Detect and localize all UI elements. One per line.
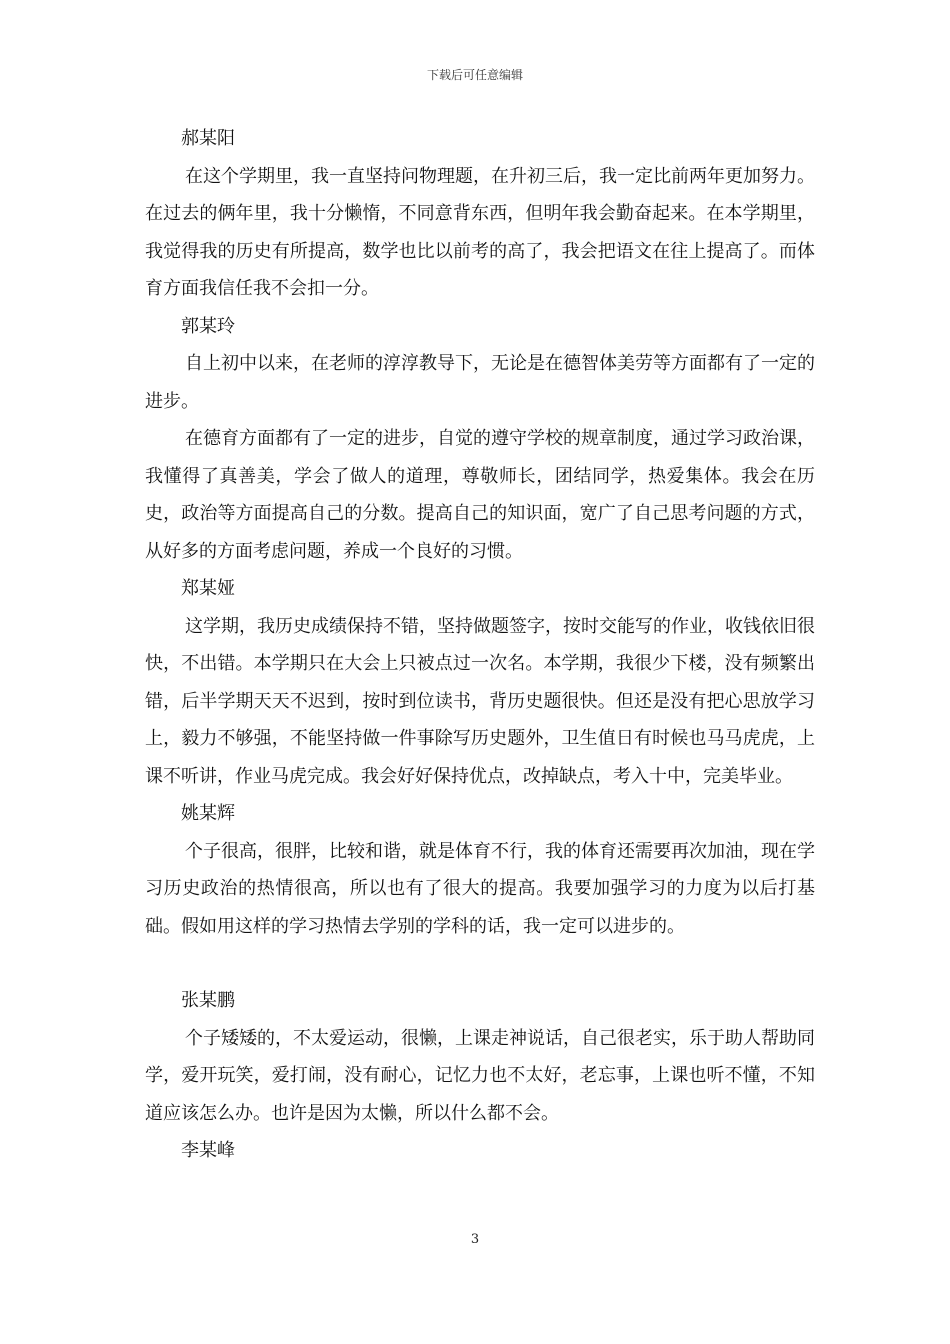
paragraph: 自上初中以来，在老师的淳淳教导下，无论是在德智体美劳等方面都有了一定的进步。 xyxy=(145,353,815,412)
blank-line xyxy=(145,945,815,982)
paragraph: 个子很高，很胖，比较和谐，就是体育不行，我的体育还需要再次加油，现在学习历史政治的热情很高，所以也有了很大的提高。我要加强学习的力度为以后打基础。假如用这样的学习热情去学别的学科的话，我一定可以进步的。 xyxy=(145,840,815,937)
paragraph: 这学期，我历史成绩保持不错，坚持做题签字，按时交能写的作业，收钱依旧很快，不出错。本学期只在大会上只被点过一次名。本学期，我很少下楼，没有频繁出错，后半学期天天不迟到，按时到位读书，背历史题很快。但还是没有把心思放学习上，毅力不够强，不能坚持做一件事除写历史题外，卫生值日有时候也马马虎虎，上课不听讲，作业马虎完成。我会好好保持优点，改掉缺点，考入十中，完美毕业。 xyxy=(145,615,815,787)
document-body xyxy=(145,120,815,1170)
student-name: 郭某玲 xyxy=(181,315,235,337)
paragraph: 在德育方面都有了一定的进步，自觉的遵守学校的规章制度，通过学习政治课，我懂得了真善美，学会了做人的道理，尊敬师长，团结同学，热爱集体。我会在历史，政治等方面提高自己的分数。提高自己的知识面，宽广了自己思考问题的方式，从好多的方面考虑问题，养成一个良好的习惯。 xyxy=(145,428,815,562)
student-name: 张某鹏 xyxy=(181,990,235,1011)
student-name: 李某峰 xyxy=(181,1140,235,1161)
header-note: 下载后可任意编辑 xyxy=(426,68,523,82)
student-name: 姚某辉 xyxy=(181,803,235,824)
student-name: 郝某阳 xyxy=(181,128,235,149)
page-number: 3 xyxy=(470,1232,480,1247)
paragraph: 个子矮矮的，不太爱运动，很懒，上课走神说话，自己很老实，乐于助人帮助同学，爱开玩笑，爱打闹，没有耐心，记忆力也不太好，老忘事，上课也听不懂，不知道应该怎么办。也许是因为太懒，所以什么都不会。 xyxy=(145,1027,815,1124)
student-name: 郑某娅 xyxy=(181,578,235,599)
paragraph: 在这个学期里，我一直坚持问物理题，在升初三后，我一定比前两年更加努力。在过去的俩年里，我十分懒惰，不同意背东西，但明年我会勤奋起来。在本学期里，我觉得我的历史有所提高，数学也比以前考的高了，我会把语文在往上提高了。而体育方面我信任我不会扣一分。 xyxy=(145,165,815,299)
